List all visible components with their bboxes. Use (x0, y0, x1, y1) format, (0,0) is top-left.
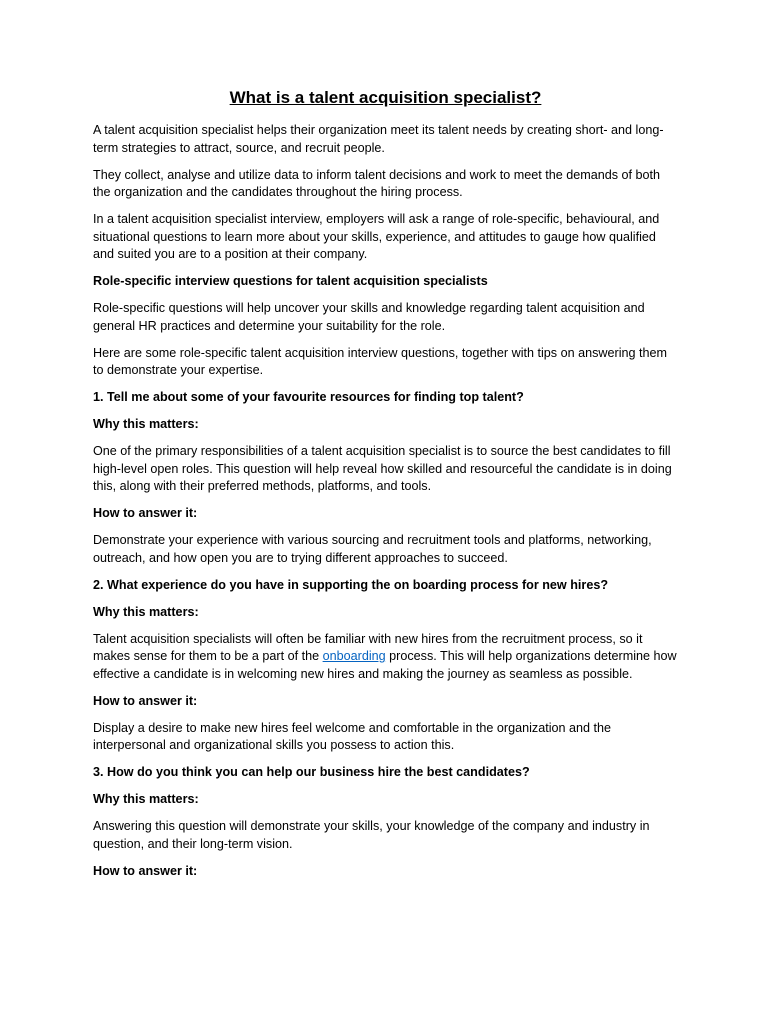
question-2-why-text (93, 631, 678, 684)
section-heading: Role-specific interview questions for talent acquisition specialists (93, 274, 488, 288)
question-1-why-label: Why this matters: (93, 417, 199, 431)
question-2-heading: 2. What experience do you have in supporting the on boarding process for new hires? (93, 577, 609, 592)
intro-paragraph-3: In a talent acquisition specialist interview, employers will ask a range of role-specific, behavioural, and situational questions to learn more about your skills, experience, and attitudes to gauge how qualified and suited you are to a position at their company. (93, 212, 660, 261)
onboarding-link[interactable]: onboarding (322, 649, 386, 663)
question-2-why-text-after: process. This will help organizations determine how effective a candidate is in welcoming new hires and making the journey as seamless as possible. (93, 649, 677, 681)
question-1-heading: 1. Tell me about some of your favourite resources for finding top talent? (93, 390, 524, 404)
question-2-why-label: Why this matters: (93, 604, 199, 619)
intro-paragraph-2: They collect, analyse and utilize data to inform talent decisions and work to meet the demands of both the organization and the candidates throughout the hiring process. (93, 167, 661, 199)
question-1-how-text: Demonstrate your experience with various sourcing and recruitment tools and platforms, networking, outreach, and how open you are to trying different approaches to succeed. (93, 533, 652, 565)
document-title: What is a talent acquisition specialist? (229, 88, 542, 107)
intro-paragraph-1: A talent acquisition specialist helps their organization meet its talent needs by creating short- and long-term strategies to attract, source, and recruit people. (93, 123, 664, 155)
question-1-how-label: How to answer it: (93, 506, 198, 520)
question-1-why-text: One of the primary responsibilities of a talent acquisition specialist is to source the best candidates to fill high-level open roles. This question will help reveal how skilled and resourceful the candidate is in doing this, along with their preferred methods, platforms, and tools. (93, 444, 672, 493)
question-2-why-text-before: Talent acquisition specialists will often be familiar with new hires from the recruitment process, so it makes sense for them to be a part of the (93, 631, 643, 663)
question-3-why-text: Answering this question will demonstrate your skills, your knowledge of the company and industry in question, and their long-term vision. (93, 819, 650, 851)
question-2-how-label: How to answer it: (93, 693, 198, 708)
question-3-how-label: How to answer it: (93, 863, 198, 878)
question-2-how-text: Display a desire to make new hires feel welcome and comfortable in the organization and the interpersonal and organizational skills you possess to action this. (93, 720, 612, 752)
question-3-heading: 3. How do you think you can help our business hire the best candidates? (93, 765, 530, 779)
question-3-why-label: Why this matters: (93, 792, 199, 806)
section-paragraph-2: Here are some role-specific talent acquisition interview questions, together with tips on answering them to demonstrate your expertise. (93, 345, 667, 377)
section-paragraph-1: Role-specific questions will help uncover your skills and knowledge regarding talent acquisition and general HR practices and determine your suitability for the role. (93, 301, 645, 333)
